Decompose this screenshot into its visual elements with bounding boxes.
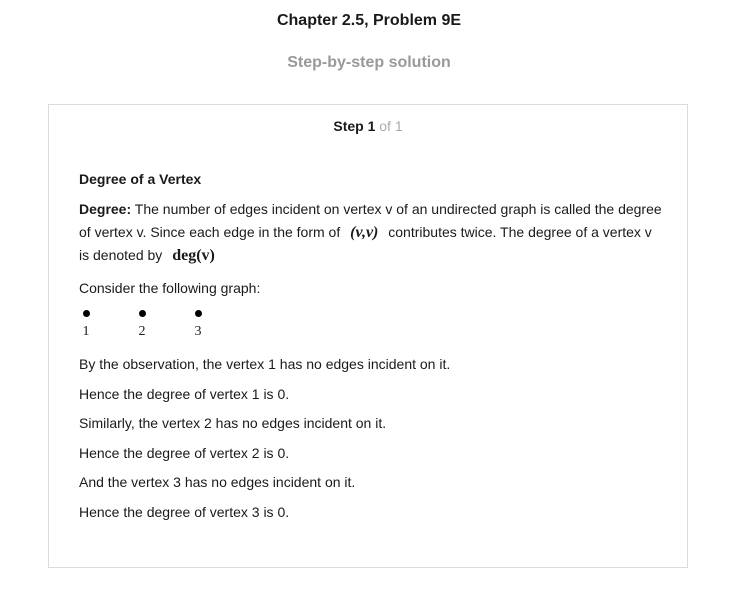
definition-term: Degree: [79, 201, 132, 217]
solution-card [48, 104, 688, 568]
section-title: Degree of a Vertex [79, 171, 202, 187]
step-label: Step 1 [333, 118, 376, 134]
math-degree-expression: deg(v) [172, 247, 215, 264]
vertex-2 [132, 304, 152, 340]
page-title: Chapter 2.5, Problem 9E [276, 12, 462, 29]
definition-paragraph [79, 198, 664, 267]
solution-line: Hence the degree of vertex 1 is 0. [79, 385, 290, 402]
vertex-1 [76, 304, 96, 340]
vertex-dot [139, 310, 146, 317]
vertex-label: 3 [194, 324, 202, 339]
step-total: of 1 [379, 118, 403, 134]
solution-subtitle: Step-by-step solution [287, 54, 451, 71]
vertex-3 [188, 304, 208, 340]
vertex-label: 2 [138, 324, 146, 339]
vertex-dot [195, 310, 202, 317]
solution-line: Similarly, the vertex 2 has no edges incident on it. [79, 415, 387, 431]
step-indicator [49, 118, 687, 134]
vertex-dot [83, 310, 90, 317]
solution-line: By the observation, the vertex 1 has no edges incident on it. [79, 356, 451, 372]
math-edge-expression: (v,v) [350, 224, 379, 241]
solution-line: Hence the degree of vertex 3 is 0. [79, 503, 290, 520]
solution-line: Hence the degree of vertex 2 is 0. [79, 444, 290, 461]
vertex-label: 1 [82, 324, 90, 339]
consider-text: Consider the following graph: [79, 280, 261, 296]
definition-text-1: The number of edges incident on vertex v of an undirected graph is called the degree of vertex v. Since each edge in the form of [79, 201, 662, 240]
vertex-graph [79, 304, 664, 348]
solution-content [79, 168, 664, 530]
definition-text-2: contributes twice. The degree of a vertex v is denoted by [79, 224, 652, 263]
solution-line: And the vertex 3 has no edges incident on it. [79, 474, 356, 490]
